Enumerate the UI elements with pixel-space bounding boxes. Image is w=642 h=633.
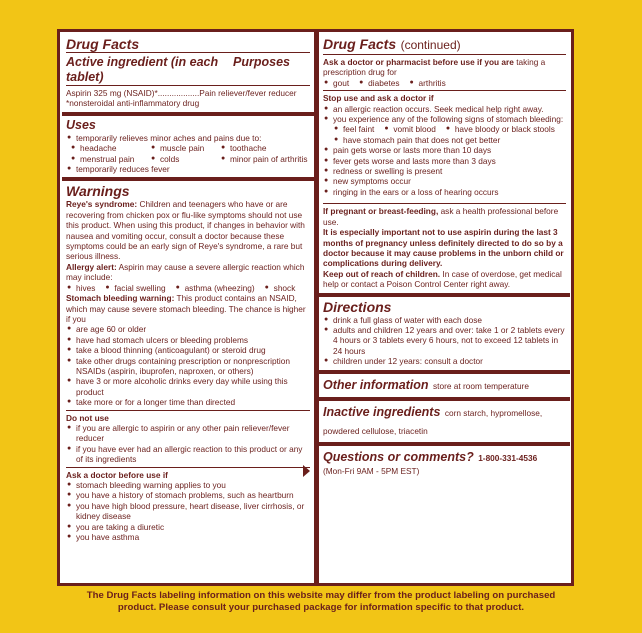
list-item: ● redness or swelling is present bbox=[323, 166, 566, 176]
nsaid-note: *nonsteroidal anti-inflammatory drug bbox=[66, 98, 200, 109]
list-item: ● ringing in the ears or a loss of hearing occurs bbox=[323, 187, 566, 197]
questions-phone: 1-800-331-4536 bbox=[478, 452, 538, 463]
directions-heading: Directions bbox=[323, 298, 392, 315]
questions-hours: (Mon-Fri 9AM - 5PM EST) bbox=[323, 465, 420, 476]
ask-doctor-list bbox=[66, 480, 310, 542]
list-item: ● if you are allergic to aspirin or any other pain reliever/fever reducer bbox=[66, 423, 310, 444]
purposes-heading: Purposes bbox=[233, 55, 290, 69]
list-item: ● you are taking a diuretic bbox=[66, 522, 310, 532]
inactive-ingredients-panel bbox=[319, 401, 570, 446]
list-item: ● headache bbox=[70, 143, 150, 153]
inactive-ingredients-heading: Inactive ingredients bbox=[323, 404, 441, 419]
uses-heading: Uses bbox=[66, 117, 96, 132]
list-item: ● asthma (wheezing) bbox=[175, 283, 255, 293]
active-ingredient-heading: Active ingredient (in each tablet) bbox=[66, 55, 219, 84]
list-item: ● gout bbox=[323, 78, 349, 88]
list-item: ● you experience any of the following signs of stomach bleeding: bbox=[323, 114, 566, 124]
list-item: ● are age 60 or older bbox=[66, 324, 310, 334]
do-not-use-heading: Do not use bbox=[66, 412, 109, 423]
list-item: ● you have a history of stomach problems, such as heartburn bbox=[66, 490, 310, 500]
stop-sub-list bbox=[323, 124, 566, 134]
pregnant-text: ask a health professional before use. bbox=[323, 206, 559, 227]
list-item: ● new symptoms occur bbox=[323, 176, 566, 186]
allergy-list bbox=[66, 283, 310, 293]
list-item: ● muscle pain bbox=[150, 143, 220, 153]
other-information-panel bbox=[319, 374, 570, 401]
disclaimer-line-1: The Drug Facts labeling information on this website may differ from the product labeling on purchased bbox=[86, 590, 556, 601]
questions-panel bbox=[319, 446, 570, 479]
drug-facts-title: Drug Facts bbox=[66, 36, 140, 52]
list-item: ● shock bbox=[264, 283, 296, 293]
ask-pharmacist-text: taking a prescription drug for bbox=[323, 57, 546, 78]
list-item: ● toothache bbox=[220, 143, 310, 153]
list-item: ● take other drugs containing prescription or nonprescription NSAIDs (aspirin, ibuprofen, naproxen, or others) bbox=[66, 356, 310, 377]
list-item: ● colds bbox=[150, 154, 220, 164]
warnings-panel bbox=[62, 181, 314, 543]
pregnancy-warning: It is especially important not to use aspirin during the last 3 months of pregnancy unless definitely directed to do so by a doctor because it may cause problems in the unborn child or complications during delivery. bbox=[323, 227, 564, 269]
bleeding-label: Stomach bleeding warning: bbox=[66, 293, 175, 304]
stop-use-list bbox=[323, 104, 566, 125]
list-item: ● stomach bleeding warning applies to you bbox=[66, 480, 310, 490]
other-information-heading: Other information bbox=[323, 377, 429, 392]
uses-panel bbox=[62, 116, 314, 182]
drug-facts-label bbox=[57, 29, 574, 586]
list-item: ● drink a full glass of water with each dose bbox=[323, 315, 566, 325]
uses-last: ● temporarily reduces fever bbox=[66, 164, 310, 174]
right-column bbox=[319, 34, 570, 581]
list-item: ● you have high blood pressure, heart disease, liver cirrhosis, or kidney disease bbox=[66, 501, 310, 522]
other-information-text: store at room temperature bbox=[433, 380, 529, 391]
list-item: ● minor pain of arthritis bbox=[220, 154, 310, 164]
warnings-heading: Warnings bbox=[66, 183, 130, 200]
uses-list bbox=[66, 143, 310, 164]
reye-label: Reye's syndrome: bbox=[66, 199, 138, 210]
list-item: ● fever gets worse and lasts more than 3 days bbox=[323, 156, 566, 166]
list-item: ● if you have ever had an allergic reaction to this product or any of its ingredients bbox=[66, 444, 310, 465]
bleeding-list bbox=[66, 324, 310, 407]
keep-out-bold: Keep out of reach of children. bbox=[323, 268, 441, 279]
active-ingredient-line: Aspirin 325 mg (NSAID)*..................Pain reliever/fever reducer bbox=[66, 88, 297, 98]
disclaimer-footer bbox=[20, 590, 622, 614]
list-item: ● an allergic reaction occurs. Seek medical help right away. bbox=[323, 104, 566, 114]
directions-list bbox=[323, 315, 566, 367]
left-column bbox=[62, 34, 314, 581]
drug-facts-continued-title: Drug Facts bbox=[323, 36, 397, 52]
list-item: ● diabetes bbox=[358, 78, 399, 88]
allergy-text: Aspirin may cause a severe allergic reaction which may include: bbox=[66, 261, 305, 283]
inactive-ingredients-text: corn starch, hypromellose, powdered cellulose, triacetin bbox=[323, 407, 543, 436]
list-item: ● adults and children 12 years and over: take 1 or 2 tablets every 4 hours or 3 tablets every 6 hours, not to exceed 12 tablets in 24 hours bbox=[323, 325, 566, 356]
bleeding-text: This product contains an NSAID, which may cause severe stomach bleeding. The chance is higher if you bbox=[66, 293, 306, 324]
uses-intro: ● temporarily relieves minor aches and pains due to: bbox=[66, 133, 310, 143]
continue-arrow-icon bbox=[303, 465, 310, 477]
list-item: ● pain gets worse or lasts more than 10 days bbox=[323, 145, 566, 155]
list-item: ● have bloody or black stools bbox=[445, 124, 555, 134]
list-item: ● children under 12 years: consult a doctor bbox=[323, 356, 566, 366]
list-item: ● arthritis bbox=[409, 78, 446, 88]
disclaimer-line-2: product. Please consult your purchased package for information specific to that product. bbox=[117, 602, 525, 613]
list-item: ● hives bbox=[66, 283, 95, 293]
keep-out-text: In case of overdose, get medical help or contact a Poison Control Center right away. bbox=[323, 268, 562, 290]
questions-heading: Questions or comments? bbox=[323, 449, 474, 464]
list-item: ● have had stomach ulcers or bleeding problems bbox=[66, 335, 310, 345]
list-item: ● you have asthma bbox=[66, 532, 310, 542]
active-ingredient-panel bbox=[62, 34, 314, 116]
ask-pharmacist-list bbox=[323, 78, 566, 88]
do-not-use-list bbox=[66, 423, 310, 465]
list-item: ● have stomach pain that does not get better bbox=[323, 135, 566, 145]
list-item: ● have 3 or more alcoholic drinks every day while using this product bbox=[66, 376, 310, 397]
list-item: ● take more or for a longer time than directed bbox=[66, 397, 310, 407]
ask-pharmacist-bold: Ask a doctor or pharmacist before use if you are bbox=[323, 57, 514, 67]
ask-doctor-heading: Ask a doctor before use if bbox=[66, 469, 168, 480]
continued-panel bbox=[319, 34, 570, 297]
allergy-label: Allergy alert: bbox=[66, 261, 117, 272]
continued-suffix: (continued) bbox=[400, 38, 461, 52]
reye-text: Children and teenagers who have or are recovering from chicken pox or flu-like symptoms should not use this product. When using this product, if changes in behavior with nausea and vomiting occur, consult a doctor because these symptoms could be an early sign of Reye's syndrome, a rare but serious illness. bbox=[66, 199, 305, 262]
stop-use-heading: Stop use and ask a doctor if bbox=[323, 93, 434, 104]
list-item: ● vomit blood bbox=[383, 124, 435, 134]
pregnant-bold: If pregnant or breast-feeding, bbox=[323, 206, 439, 217]
list-item: ● feel faint bbox=[333, 124, 374, 134]
directions-panel bbox=[319, 297, 570, 374]
list-item: ● facial swelling bbox=[104, 283, 165, 293]
list-item: ● take a blood thinning (anticoagulant) or steroid drug bbox=[66, 345, 310, 355]
list-item: ● menstrual pain bbox=[70, 154, 150, 164]
